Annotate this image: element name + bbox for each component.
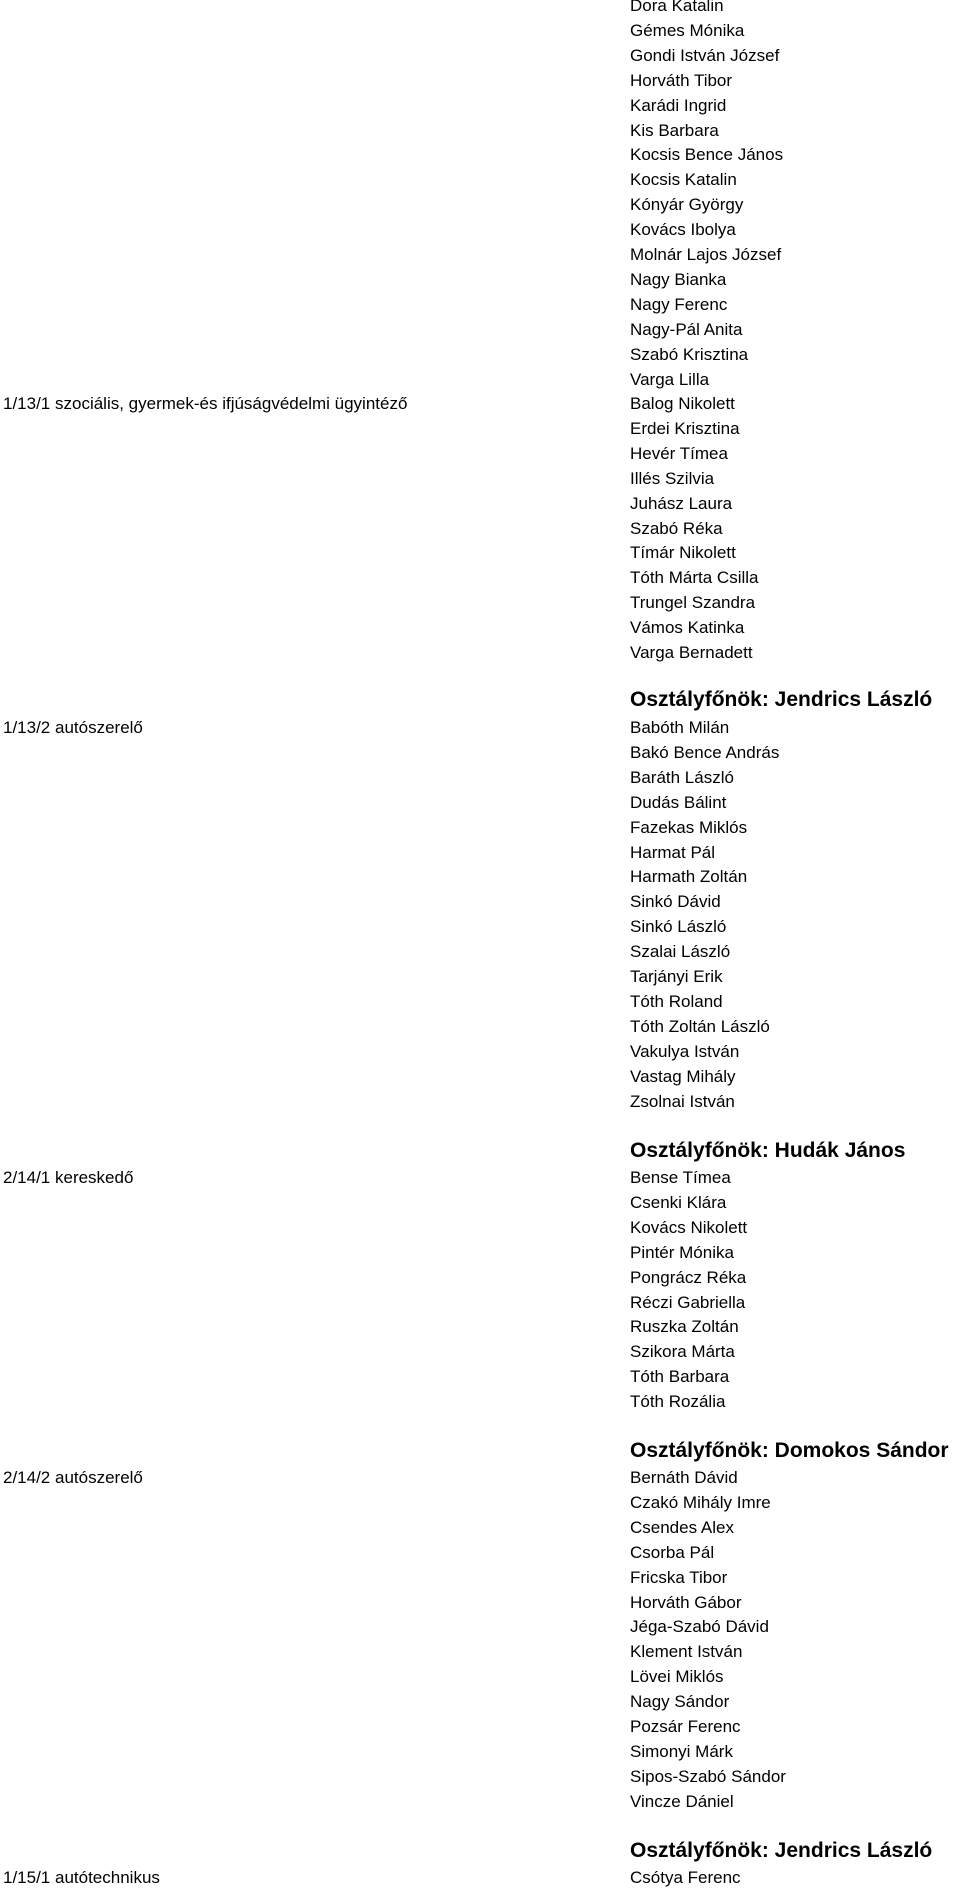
student-name: Pintér Mónika bbox=[630, 1242, 734, 1262]
student-name: Vakulya István bbox=[630, 1041, 740, 1061]
student-name: Szikora Márta bbox=[630, 1342, 735, 1362]
student-name: Kis Barbara bbox=[630, 120, 719, 140]
student-name: Karádi Ingrid bbox=[630, 95, 727, 115]
student-name: Kovács Nikolett bbox=[630, 1217, 748, 1237]
student-name: Balog Nikolett bbox=[630, 394, 735, 413]
student-name: Hevér Tímea bbox=[630, 443, 728, 463]
student-name: Czakó Mihály Imre bbox=[630, 1492, 771, 1512]
student-name: Jéga-Szabó Dávid bbox=[630, 1617, 769, 1637]
student-name: Szabó Réka bbox=[630, 518, 723, 538]
student-name: Csendes Alex bbox=[630, 1517, 734, 1537]
student-name: Pongrácz Réka bbox=[630, 1267, 747, 1287]
student-name: Sinkó László bbox=[630, 917, 727, 937]
student-name: Babóth Milán bbox=[630, 718, 730, 737]
student-name: Varga Lilla bbox=[630, 369, 710, 389]
student-name: Dudás Bálint bbox=[630, 792, 727, 812]
student-name: Szabó Krisztina bbox=[630, 344, 749, 364]
student-name: Tarjányi Erik bbox=[630, 967, 723, 986]
student-name: Illés Szilvia bbox=[630, 468, 715, 488]
student-name: Vámos Katinka bbox=[630, 618, 745, 638]
student-name: Ruszka Zoltán bbox=[630, 1317, 739, 1337]
student-name: Pozsár Ferenc bbox=[630, 1717, 741, 1736]
student-name: Csótya Ferenc bbox=[630, 1868, 741, 1887]
student-name: Kónyár György bbox=[630, 195, 744, 215]
student-name: Kocsis Katalin bbox=[630, 170, 737, 190]
student-name: Tóth Márta Csilla bbox=[630, 568, 759, 588]
class-teacher-header: Osztályfőnök: Jendrics László bbox=[630, 688, 933, 711]
student-name: Vastag Mihály bbox=[630, 1066, 736, 1086]
student-name: Csorba Pál bbox=[630, 1542, 715, 1562]
student-name: Varga Bernadett bbox=[630, 643, 753, 662]
student-name: Nagy Sándor bbox=[630, 1692, 730, 1712]
student-name: Kovács Ibolya bbox=[630, 220, 736, 240]
student-name: Szalai László bbox=[630, 942, 731, 962]
student-name: Bense Tímea bbox=[630, 1168, 731, 1187]
student-name: Baráth László bbox=[630, 767, 734, 787]
student-name: Lövei Miklós bbox=[630, 1667, 724, 1687]
student-name: Nagy-Pál Anita bbox=[630, 319, 743, 339]
class-teacher-header: Osztályfőnök: Domokos Sándor bbox=[630, 1439, 949, 1462]
student-name: Sipos-Szabó Sándor bbox=[630, 1766, 786, 1786]
student-name: Trungel Szandra bbox=[630, 593, 756, 613]
student-name: Nagy Bianka bbox=[630, 269, 727, 289]
student-name: Juhász Laura bbox=[630, 493, 733, 513]
class-label: 1/13/1 szociális, gyermek-és ifjúságvédelmi ügyintéző bbox=[3, 394, 408, 413]
student-name: Molnár Lajos József bbox=[630, 245, 782, 264]
student-name: Horváth Gábor bbox=[630, 1592, 742, 1612]
student-name: Gondi István József bbox=[630, 45, 780, 65]
student-name: Bakó Bence András bbox=[630, 742, 780, 762]
student-name: Nagy Ferenc bbox=[630, 294, 728, 314]
student-name: Tóth Rozália bbox=[630, 1392, 726, 1412]
student-name: Vincze Dániel bbox=[630, 1791, 734, 1811]
student-name: Bernáth Dávid bbox=[630, 1468, 738, 1487]
student-name: Fricska Tibor bbox=[630, 1567, 728, 1587]
class-label: 2/14/1 kereskedő bbox=[3, 1168, 134, 1187]
student-name: Tímár Nikolett bbox=[630, 543, 736, 563]
student-name: Csenki Klára bbox=[630, 1192, 727, 1212]
student-name: Fazekas Miklós bbox=[630, 817, 748, 837]
student-name: Simonyi Márk bbox=[630, 1741, 733, 1761]
class-teacher-header: Osztályfőnök: Hudák János bbox=[630, 1139, 906, 1162]
class-label: 1/13/2 autószerelő bbox=[3, 718, 143, 737]
student-name: Tóth Barbara bbox=[630, 1367, 730, 1387]
student-name: Gémes Mónika bbox=[630, 20, 745, 40]
student-name: Tóth Zoltán László bbox=[630, 1016, 770, 1036]
student-name: Harmath Zoltán bbox=[630, 867, 748, 887]
student-name: Réczi Gabriella bbox=[630, 1292, 746, 1312]
student-name: Sinkó Dávid bbox=[630, 892, 721, 912]
student-name: Kocsis Bence János bbox=[630, 145, 784, 165]
student-name: Tóth Roland bbox=[630, 991, 723, 1011]
student-name: Erdei Krisztina bbox=[630, 418, 740, 438]
student-name: Horváth Tibor bbox=[630, 70, 733, 90]
class-teacher-header: Osztályfőnök: Jendrics László bbox=[630, 1839, 933, 1862]
class-label: 1/15/1 autótechnikus bbox=[3, 1868, 160, 1887]
student-name: Dora Katalin bbox=[630, 0, 724, 15]
student-name: Zsolnai István bbox=[630, 1091, 735, 1111]
student-name: Harmat Pál bbox=[630, 842, 716, 862]
class-label: 2/14/2 autószerelő bbox=[3, 1468, 143, 1487]
student-name: Klement István bbox=[630, 1642, 743, 1662]
